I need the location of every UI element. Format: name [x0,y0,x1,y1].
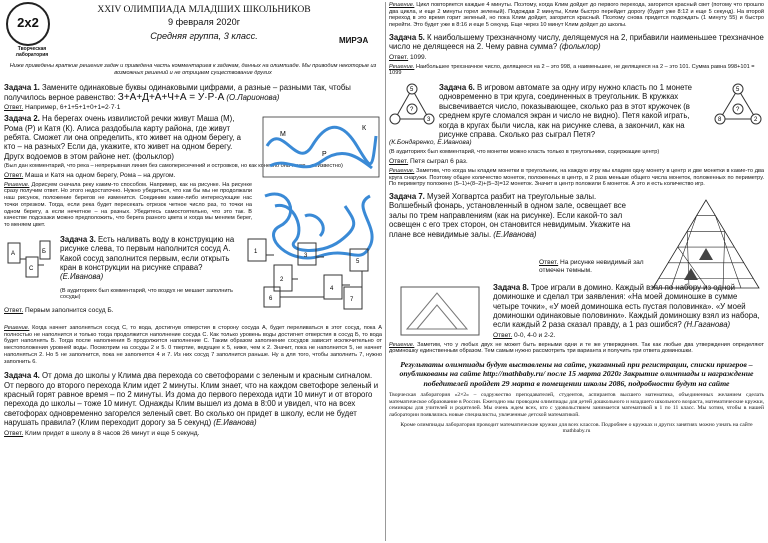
solution-5 [389,64,764,77]
river-label-k: К [362,125,367,133]
solution-3-label: Решение. [4,325,30,332]
task-6-label: Задача 6. [439,82,475,92]
river-label-m: М [280,131,286,139]
domino-figure [397,283,483,339]
circles-right-figure [714,83,762,127]
vessel-label-6: 6 [269,295,273,302]
museum-triangle-figure [651,198,761,290]
task-2-label: Задача 2. [4,114,40,124]
task-1-author: (О.Ларионова) [226,92,280,102]
answer-1-label: Ответ. [4,104,24,112]
column-divider [385,2,386,541]
task-4 [4,371,382,427]
solution-4 [389,2,764,29]
solution-4-label: Решение. [389,2,415,8]
task-8-block [389,283,764,340]
answer-1 [4,104,382,112]
answer-7-text: На рисунке невидимый зал отмечен темным. [539,259,644,274]
solution-6-text: Заметим, что когда мы кладем монетки в треугольник, на каждую игру мы кладем одну монету в центр и две монетки в какие-то два круга снаружи. Поэтому общее количество монеток, положенных в центр, в 2 раза меньше общего числа монеток, положенных по периметру. По периметру положено (5–1)+(8–2)+(5–3)=12 монеток. Значит в центр положили 6 монеток. А это и есть количество игр. [389,167,764,188]
answer-5-text: 1099. [410,53,427,61]
task-2 [4,114,254,161]
vessel-label-4: 4 [330,285,334,292]
task-8-label: Задача 8. [493,282,529,292]
answer-8-label: Ответ. [493,331,513,339]
task-4-text: От дома до школы у Климa два перехода со светофорами с зеленым и красным сигналом. От первого до второго перехода Клим идет 2 минуты. Клим знает, что на каждом светофоре зеленый и красный горят равное время – по 2 минуты. Из дома до первого перехода идти 10 минут и от второго перехода до школы – тоже 10 минут. Однажды Клим вышел из дома в 8:00 и увидел, что на всех светофорах одновременно загорелся зеленый свет. Во сколько он придет в школу, если не будет нарушать правила? (Клим переходит дорогу за 5 секунд) [4,371,379,428]
solution-6-label: Решение. [389,167,415,174]
answer-4-label: Ответ. [4,429,24,437]
task-6-author: (К.Бондаренко, Е.Иванова) [389,139,472,147]
answer-5 [389,54,764,62]
vessel-label-a: А [11,250,16,257]
task-3-author: (Е.Иванова) [60,272,104,282]
vessel-label-2: 2 [280,276,284,283]
mirea-logo [339,30,385,50]
comment-2: (Был дан комментарий, что река – непрерывная линия без самопересечений и островков, но как конечно она течет – неизвестно) [4,163,343,170]
task-6 [439,83,709,139]
circle-right-left: 8 [718,116,722,123]
lab-logo-text: 2x2 [17,15,39,30]
answer-1-text: Например, 6+1+5+1+0+1=2·7·1 [25,104,121,112]
task-7-text: Музей Хогвартса разбит на треугольные залы. Волшебный фонарь, установленный в одном зале, освещает все залы по трем направлениям (как на рисунке). Если какой-то зал освещен с его трех сторон, он становится невидимым. Укажите на плане все невидимые залы. [389,192,631,239]
task-4-label: Задача 4. [4,371,40,381]
task-4-author: (Е.Иванова) [213,418,257,428]
task-7-block [389,192,764,239]
answer-2-label: Ответ. [4,171,24,179]
answer-3-text: Первым заполнится сосуд Б. [25,307,114,315]
task-1-text: Замените одинаковые буквы одинаковыми цифрами, а разные – разными так, чтобы получилось верное равенство: [4,83,351,102]
results-announcement: Результаты олимпиады будут выставлены на сайте, указанный при регистрации, списки призеров – опубликованы на сайте http://mathbaby.ru/ после 15 марта 2020г Закрытие олимпиады и награждение победителей пройдет 29 марта в помещении школы 2086, подробности будут на сайте [399,360,754,388]
answer-3-label: Ответ. [4,307,24,315]
solution-8-text: Заметим, что у любых двух не может быть верными одни и те же утверждения. Так как любые два утверждения определяют доминошку единственным образом. Тем самым нужно рассмотреть три варианта и получить три ответа доминошки. [389,341,764,355]
circle-right-right: 2 [754,116,758,123]
answer-6-label: Ответ. [389,157,409,165]
comment-3: (В аудиториях был комментарий, что воздух не мешает заполнить сосуды) [60,287,233,301]
solution-2 [4,182,252,229]
answer-8 [493,332,764,340]
olympiad-title: XXIV ОЛИМПИАДА МЛАДШИХ ШКОЛЬНИКОВ [97,4,311,15]
solution-3-text: Когда начнет заполняться сосуд С, то вода, достигнув отверстия в сторону сосуда А, будет переливаться в этот сосуд, пока А полностью не наполнится и только тогда продолжится наполнение сосуда С. Как только уровень воды достигнет отверстия в сосуд Б, то вода будет наполнять Б. Тогда после наполнения Б продолжится наполнение С. Таким образом заполнение сосудов зависит исключительно от местоположения уровней воды. Посмотрим на сосуды 2 и 5. 0 твертие, ведущее к 5, ниже, чем к 2. Значит, пока не наполнится 5, не начнет наполняться 2. Но 5 не заполнится, пока не заполнятся 4 и 7. Из них сосуд 7 заполнится раньше. Ну а для того, чтобы заполнить 7, нужно заполнить 6. [4,325,382,365]
vessel-label-3: 3 [304,252,308,259]
left-column [4,0,382,543]
solution-2-block [4,182,382,229]
task-7 [389,192,637,239]
circle-right-center: ? [736,106,740,113]
vessels-right-figure [244,235,382,313]
answer-7-label: Ответ. [539,259,559,267]
answer-5-label: Ответ. [389,53,409,61]
task-1-equation: З+А+Д+А+Ч+А = У·Р·А [117,91,225,103]
task-3-text: Есть наливать воду в конструкцию на рисунке слева, то первым наполнится сосуд А. Какой сосуд заполнится первым, если открыть кран в конструкции на рисунке справа? [60,234,235,272]
olympiad-date: 9 февраля 2020г [167,17,241,27]
task-8-author: (Н.Гаганова) [683,320,731,330]
circles-left-figure [389,83,435,127]
task-1 [4,83,382,102]
task-5-author: (фольклор) [559,42,601,52]
task-8 [493,283,764,330]
answer-4-text: Клим придет в школу в 8 часов 26 минут и еще 5 секунд. [25,429,200,437]
solution-2-text: Дорисуем сначала реку каким-то способом. Например, как на рисунке. На рисунке сразу получим ответ. Но этого недостаточно. Нужно убедиться, что как бы мы не продолжали наш рисунок, положение берегов не изменится. Соединим какие-либо интересующие нас точки отрезком. Тогда, если река будет пересекать отрезок четное число раз, то точки на одном берегу, а если нечетное – на разных. Убедитесь самостоятельно, что это так. В качестве подсказки можно предположить, что берега разного цвета и когда мы меняем берег, то меняем цвет. [4,181,252,228]
task-5-label: Задача 5. [389,32,425,42]
vessels-left-figure [4,235,54,285]
river-map-figure [262,116,380,178]
task-3-label: Задача 3. [60,234,96,244]
answer-4 [4,430,382,438]
mirea-logo-text: МИРЭА [339,36,369,45]
circle-left-center: ? [410,106,414,113]
solution-5-text: Наибольшее трехзначное число, делящееся на 2 – это 998, а наименьшее, не делящееся на 2 – это 101. Сумма равна 998+101 = 1099 [389,63,755,77]
task-6-block [389,83,764,139]
solution-2-label: Решение. [4,181,30,188]
solution-8-label: Решение. [389,341,415,348]
task-7-author: (Е.Иванова) [493,229,537,239]
task-5 [389,33,764,52]
olympiad-group: Средняя группа, 3 класс. [150,31,258,41]
task-3 [60,235,238,282]
circle-left-top: 5 [410,86,414,93]
vessel-label-5: 5 [356,258,360,265]
lab-caption: Творческая лаборатория [15,46,49,58]
vessel-label-7: 7 [350,296,354,303]
lab-logo [6,2,50,46]
circle-right-top: 5 [736,86,740,93]
comment-6: (В аудиториях был комментарий, что монетки можно класть только в треугольники, содержащие центр) [389,149,660,156]
task-1-label: Задача 1. [4,83,40,93]
task-2-text: На берегах очень извилистой речки живут Маша (М), Рома (Р) и Катя (К). Алиса раздобыла карту района, где живут ребята. Сможет ли она определить, кто живет на одном берегу, а кто – на разных? Если да, укажите, кто живет на одном берегу. Другх водоемов в этом районе нет. (фольклор) [4,114,241,161]
answer-8-text: 0-0, 4-0 и 2-2. [514,331,556,339]
solution-4-text: Цикл повторяется каждые 4 минуты. Поэтому, когда Клим дойдет до первого перехода, загорится красный свет (потому что прошло два цикла, и еще 2 минуты горел зеленый). Подождав 2 минуты, Клим быстро перейдет дорогу (будет уже 8:12 и еще 5 секунд). На второй переход в это время горит зеленый, но пока Клим дойдет, загорится красный. Поэтому снова придется подождать (1 минуту 55) и быстро перейти. Это будет уже в 8:16 и еще 5 секунд. Еще через 10 минут Клим дойдет до школы. [389,2,765,29]
solution-5-label: Решение. [389,63,415,70]
vessel-label-1: 1 [254,248,258,255]
answer-6 [389,158,764,166]
footer-circles: Кроме олимпиады лаборатория проводит математические кружки для всех классов. Подробнее о кружках и других занятиях можно узнать на сайте mathbaby.ru [400,421,753,435]
vessel-label-b: Б [42,248,46,255]
task-5-text: К наибольшему трехзначному числу, делящемуся на 2, прибавили наименьшее трехзначное число не делящееся на 2. Чему равна сумма? [389,32,764,52]
circle-left-corner: 3 [427,116,431,123]
solution-8 [389,342,764,355]
answer-7 [539,259,649,275]
right-column [339,0,765,543]
task-7-label: Задача 7. [389,192,425,201]
task-2-block [4,114,382,161]
solution-6 [389,168,764,188]
vessel-label-c: С [29,265,34,272]
footer-about: Творческая лаборатория «2×2» – содружество преподавателей, студентов, аспирантов высшего математика, объединенных желанием сделать математическое образование в России. Ежегодно мы проводим олимпиады для детей дошкольного и младшего школьного возраста, математические кружки, семинары для учителей и родителей. Мы очень ждем всех, кто с удовольствием занимается математикой в 1 по 11 класс. Мы хотим, чтобы в нашей лаборатории появлялись новые специалисты, увлеченные детской математикой. [389,391,764,418]
task-8-text: Трое играли в домино. Каждый взял по набору из одной доминошке и сделал три заявления: «На моей доминошке в сумме четыре точки», «У моей доминошка есть пустая половинка». «У моей доминошки одинаковые половинки». Каждый доминошку взял из набора, если каждый 2 раза сказал правду, а 1 раз ошибся? [493,282,760,330]
intro: Ниже приведены краткие решения задач и приведена часть комментариев к задачам, данных на олимпиаде. Мы приводим некоторые из возможных решений и не отрицаем существование других [9,63,377,76]
solution-3 [4,325,382,365]
river-label-r: Р [322,151,327,159]
answer-6-text: Петя сыграл 6 раз. [410,157,468,165]
task-6-text: В игровом автомате за одну игру нужно класть по 1 монете одновременно в три круга, соединенных в треугольник. В кружках высвечивается число, показывающее, сколько раз в этот кружочек (в среднем круге сломался экран и число не видно). Петя какой играть, когда в кругах были числа, как на рисунке слева, а закончил, как на рисунке справа. Сколько раз сыграл Петя? [439,82,693,139]
answer-2-text: Маша и Катя на одном берегу, Рома – на другом. [25,171,176,179]
header [4,0,382,65]
task-3-block [4,235,382,315]
